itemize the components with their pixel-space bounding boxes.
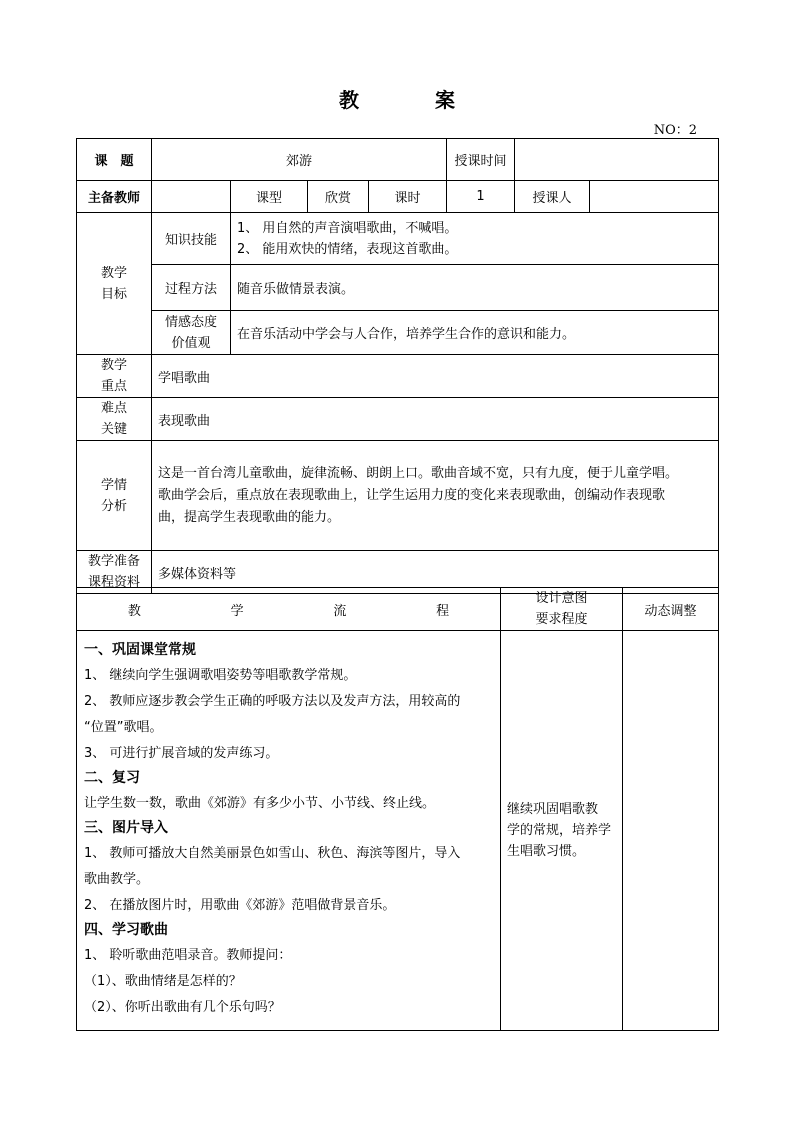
emotion-label: 情感态度 价值观 (152, 311, 231, 355)
flow-line: 让学生数一数，歌曲《郊游》有多少小节、小节线、终止线。 (84, 796, 436, 811)
section-title: 一、巩固课堂常规 (84, 642, 196, 658)
design-intent-header: 设计意图 要求程度 (501, 588, 623, 631)
process-value: 随音乐做情景表演。 (231, 265, 719, 311)
objectives-label: 教学 目标 (77, 213, 152, 355)
section-title: 三、图片导入 (84, 820, 168, 836)
flow-line: 1、 继续向学生强调歌唱姿势等唱歌教学常规。 (84, 668, 357, 683)
type-value: 欣赏 (308, 181, 369, 213)
design-intent-content: 继续巩固唱歌教 学的常规，培养学 生唱歌习惯。 (501, 631, 623, 1031)
dynamic-adjust-header: 动态调整 (623, 588, 719, 631)
flow-line: 2、 在播放图片时，用歌曲《郊游》范唱做背景音乐。 (84, 898, 396, 913)
section-title: 四、学习歌曲 (84, 922, 168, 938)
topic-value: 郊游 (152, 139, 447, 181)
type-label: 课型 (231, 181, 308, 213)
flow-line: 歌曲教学。 (84, 872, 150, 887)
key-point-value: 学唱歌曲 (152, 355, 719, 398)
document-number: NO：2 (653, 123, 697, 138)
flow-line: “位置”歌唱。 (84, 720, 163, 735)
flow-line: （2）、你听出歌曲有几个乐句吗？ (84, 1000, 281, 1015)
topic-label: 课 题 (77, 139, 152, 181)
title-char-left: 教 (339, 88, 359, 112)
preparation-label: 教学准备 课程资料 (77, 551, 152, 594)
analysis-label: 学情 分析 (77, 441, 152, 551)
difficulty-label: 难点 关键 (77, 398, 152, 441)
time-label: 授课时间 (447, 139, 515, 181)
time-value (515, 139, 719, 181)
lecturer-value (590, 181, 719, 213)
lecturer-label: 授课人 (515, 181, 590, 213)
hours-value: 1 (447, 181, 515, 213)
skills-value: 1、 用自然的声音演唱歌曲，不喊唱。 2、 能用欢快的情绪，表现这首歌曲。 (231, 213, 719, 265)
key-point-label: 教学 重点 (77, 355, 152, 398)
teaching-flow-table (76, 587, 719, 1031)
title-char-right: 案 (435, 88, 455, 112)
difficulty-value: 表现歌曲 (152, 398, 719, 441)
section-title: 二、复习 (84, 770, 140, 786)
analysis-value: 这是一首台湾儿童歌曲，旋律流畅、朗朗上口。歌曲音域不宽，只有九度，便于儿童学唱。 歌曲学会后，重点放在表现歌曲上，让学生运用力度的变化来表现歌曲，创编动作表现歌 曲，提高学生表现歌曲的能力。 (152, 441, 719, 551)
flow-line: 1、 聆听歌曲范唱录音。教师提问： (84, 948, 292, 963)
flow-line: （1）、歌曲情绪是怎样的？ (84, 974, 242, 989)
dynamic-adjust-content (623, 631, 719, 1031)
teacher-label: 主备教师 (77, 181, 152, 213)
flow-line: 3、 可进行扩展音域的发声练习。 (84, 746, 279, 761)
teacher-value (152, 181, 231, 213)
lesson-info-table (76, 138, 719, 594)
flow-header: 教 学 流 程 (77, 588, 501, 631)
flow-content (77, 631, 501, 1031)
flow-line: 2、 教师应逐步教会学生正确的呼吸方法以及发声方法，用较高的 (84, 694, 461, 709)
page-title (0, 84, 794, 113)
preparation-value: 多媒体资料等 (152, 551, 719, 594)
flow-line: 1、 教师可播放大自然美丽景色如雪山、秋色、海滨等图片，导入 (84, 846, 461, 861)
emotion-value: 在音乐活动中学会与人合作，培养学生合作的意识和能力。 (231, 311, 719, 355)
hours-label: 课时 (369, 181, 447, 213)
process-label: 过程方法 (152, 265, 231, 311)
skills-label: 知识技能 (152, 213, 231, 265)
